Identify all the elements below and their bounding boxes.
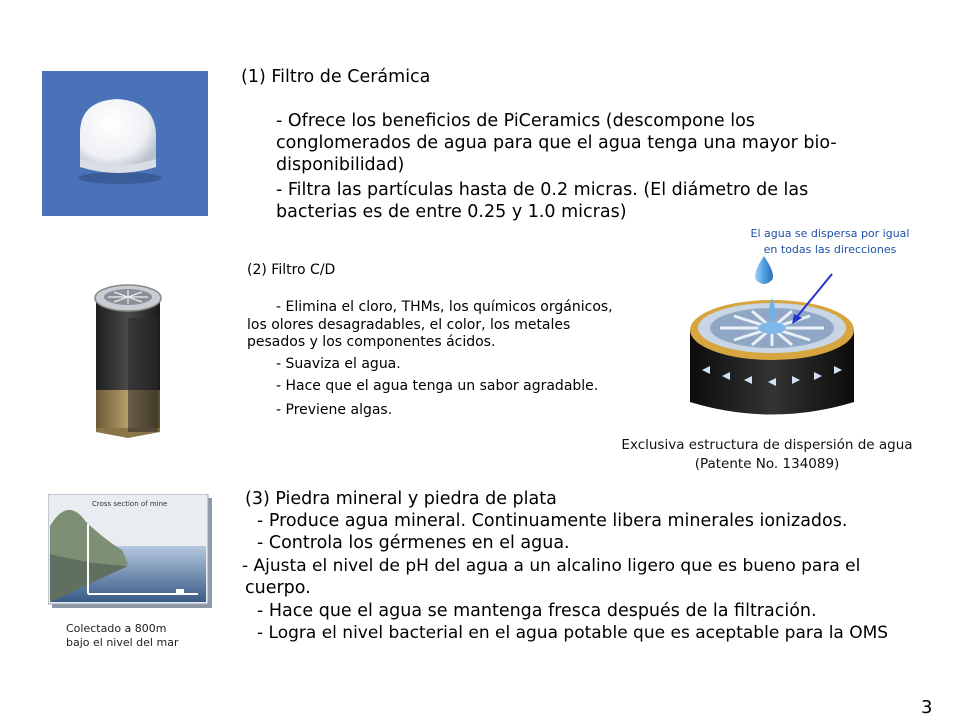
- section2-line: - Suaviza el agua.: [276, 356, 401, 372]
- dispersion-caption-line: Exclusiva estructura de dispersión de agua: [621, 437, 913, 453]
- section3-line: cuerpo.: [245, 578, 311, 598]
- section1-line: disponibilidad): [276, 155, 405, 175]
- section1-line: - Ofrece los beneficios de PiCeramics (descompone los: [276, 111, 755, 131]
- section2-line: - Elimina el cloro, THMs, los químicos orgánicos,: [276, 299, 613, 315]
- mine-image-caption-line: bajo el nivel del mar: [66, 636, 179, 649]
- mine-image-caption-line: Colectado a 800m: [66, 622, 167, 635]
- dispersion-note-line: en todas las direcciones: [763, 243, 897, 256]
- section1-line: bacterias es de entre 0.25 y 1.0 micras): [276, 202, 627, 222]
- ceramic-filter-image: [42, 71, 208, 216]
- section1-title: (1) Filtro de Cerámica: [241, 67, 431, 87]
- section3-line: - Controla los gérmenes en el agua.: [257, 533, 570, 553]
- mine-cross-section-image: [48, 494, 212, 608]
- cd-filter-image: [88, 278, 168, 440]
- dispersion-caption-line: (Patente No. 134089): [694, 456, 840, 472]
- page-number: 3: [921, 697, 933, 718]
- dispersion-structure-image: [672, 252, 872, 422]
- dispersion-caption: [582, 436, 952, 474]
- section3-line: - Logra el nivel bacterial en el agua potable que es aceptable para la OMS: [257, 623, 889, 643]
- section2-line: - Hace que el agua tenga un sabor agradable.: [276, 378, 599, 394]
- section3-title: (3) Piedra mineral y piedra de plata: [245, 489, 557, 509]
- section3-line: - Ajusta el nivel de pH del agua a un alcalino ligero que es bueno para el: [242, 556, 861, 576]
- section3-line: - Hace que el agua se mantenga fresca después de la filtración.: [257, 601, 817, 621]
- mine-label: Cross section of mine: [92, 500, 168, 508]
- section3-line: - Produce agua mineral. Continuamente libera minerales ionizados.: [257, 511, 848, 531]
- section1-line: conglomerados de agua para que el agua tenga una mayor bio-: [276, 133, 837, 153]
- section2-line: los olores desagradables, el color, los metales: [247, 317, 571, 333]
- section2-title: (2) Filtro C/D: [247, 262, 336, 278]
- section1-line: - Filtra las partículas hasta de 0.2 micras. (El diámetro de las: [276, 180, 809, 200]
- section2-line: - Previene algas.: [276, 402, 393, 418]
- mine-image-caption: [66, 622, 178, 650]
- dispersion-note-line: El agua se dispersa por igual: [750, 227, 910, 240]
- section2-line: pesados y los componentes ácidos.: [247, 334, 496, 350]
